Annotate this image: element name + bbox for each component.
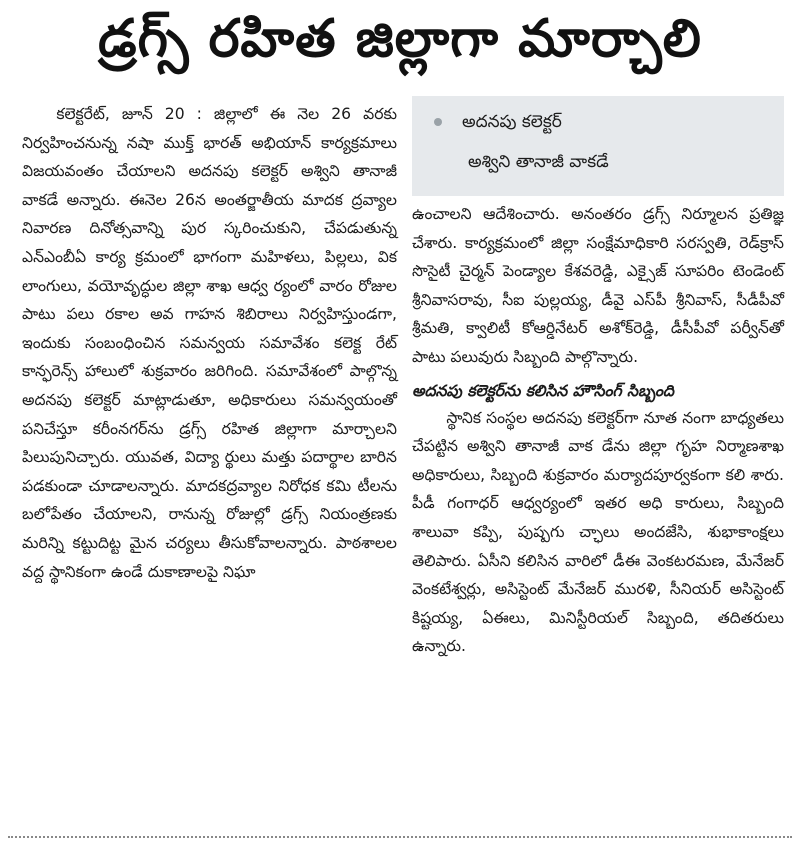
bottom-divider [8, 836, 792, 838]
article-body-second-paragraph: స్థానిక సంస్థల అదనపు కలెక్టర్‌గా నూత నంగా బాధ్యతలు చేపట్టిన అశ్విని తానాజీ వాక డేను జిల్లా గృహ నిర్మాణశాఖ అధికారులు, సిబ్బంది శుక్రవారం మర్యాదపూర్వకంగా కలి శారు. పీడీ గంగాధర్ ఆధ్వర్యంలో ఇతర అధి కారులు, సిబ్బంది శాలువా కప్పి, పుష్పగు చ్ఛాలు అందజేసి, శుభాకాంక్షలు తెలిపారు. ఏసీని కలిసిన వారిలో డీఈ వెంకటరమణ, మేనేజర్ వెంకటేశ్వర్లు, అసిస్టెంట్ మేనేజర్ మురళి, సీనియర్ అసిస్టెంట్ కిష్టయ్య, ఏఈలు, మినిస్టీరియల్ సిబ్బంది, తదితరులు ఉన్నారు. [412, 408, 784, 656]
article-left-column [22, 100, 397, 586]
subheading: అదనపు కలెక్టర్‌ను కలిసిన హౌసింగ్ సిబ్బంది [412, 381, 674, 400]
article-body-left: కలెక్టరేట్, జూన్ 20 : జిల్లాలో ఈ నెల 26 వరకు నిర్వహించనున్న నషా ముక్త్ భారత్ అభియాన్ కార్యక్రమాలు విజయవంతం చేయాలని అదనపు కలెక్టర్ అశ్విని తానాజీ వాకడే అన్నారు. ఈనెల 26న అంతర్జాతీయ మాదక ద్రవ్యాల నివారణ దినోత్సవాన్ని పుర స్కరించుకుని, చేపడుతున్న ఎన్ఎంబీఏ కార్య క్రమంలో భాగంగా మహిళలు, పిల్లలు, విక లాంగులు, వయోవృద్ధుల జిల్లా శాఖ ఆధ్వ ర్యంలో వారం రోజుల పాటు పలు రకాల అవ గాహన శిబిరాలు నిర్వహిస్తుండగా, ఇందుకు సంబంధించిన సమన్వయ సమావేశం కలెక్ట రేట్ కాన్ఫరెన్స్ హాలులో శుక్రవారం జరిగింది. సమావేశంలో పాల్గొన్న అదనపు కలెక్టర్ మాట్లాడుతూ, అధికారులు సమన్వయంతో పనిచేస్తూ కరీంనగర్‌ను డ్రగ్స్ రహిత జిల్లాగా మార్చాలని పిలుపునిచ్చారు. యువత, విద్యా ర్థులు మత్తు పదార్థాల బారిన పడకుండా చూడాలన్నారు. మాదకద్రవ్యాల నిరోధక కమి టీలను బలోపేతం చేయాలని, రానున్న రోజుల్లో డ్రగ్స్ నియంత్రణకు మరిన్ని కట్టుదిట్ట మైన చర్యలు తీసుకోవాలన్నారు. పాఠశాలల వద్ద స్థానికంగా ఉండే దుకాణాలపై నిఘా [22, 105, 397, 581]
pullquote-line-1: అదనపు కలెక్టర్ [462, 112, 562, 132]
article-right-column [412, 96, 784, 661]
pullquote-line-2: అశ్విని తానాజీ వాకడే [468, 152, 609, 172]
pullquote-box [412, 96, 784, 196]
article-body-right-second [412, 404, 784, 661]
headline: డ్రగ్స్ రహిత జిల్లాగా మార్చాలి [98, 8, 702, 69]
article-body-right-continued [412, 200, 784, 372]
article-body-right-paragraph: ఉంచాలని ఆదేశించారు. అనంతరం డ్రగ్స్ నిర్మూలన ప్రతిజ్ఞ చేశారు. కార్యక్రమంలో జిల్లా సంక్షేమాధికారి సరస్వతి, రెడ్‌క్రాస్ సొసైటీ చైర్మన్ పెండ్యాల కేశవరెడ్డి, ఎక్సైజ్ సూపరిం టెండెంట్ శ్రీనివాసరావు, సీఐ పుల్లయ్య, డీవై ఎస్‌పీ శ్రీనివాస్, సీడీపీవో శ్రీమతి, క్వాలిటీ కోఆర్డినేటర్ అశోక్‌రెడ్డి, డీసీపీవో పర్వీన్‌తో పాటు పలువురు సిబ్బంది పాల్గొన్నారు. [412, 205, 784, 366]
bullet-icon [434, 118, 442, 126]
